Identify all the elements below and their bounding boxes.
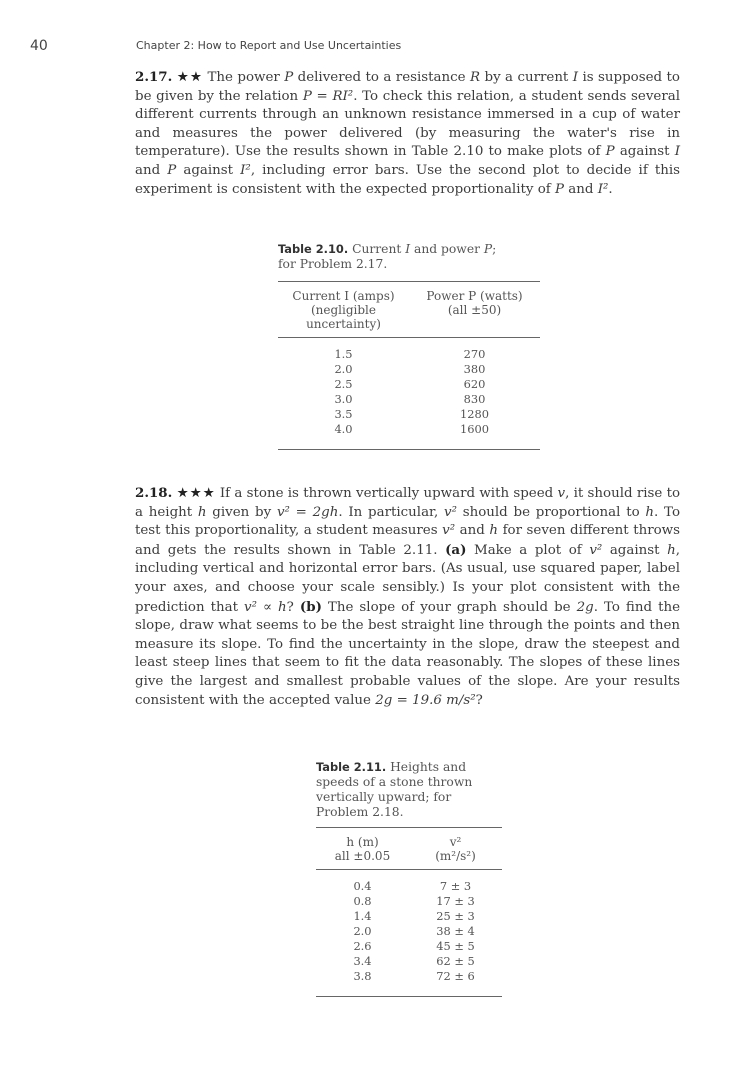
symbol: 2g [576, 599, 594, 615]
table-row [316, 909, 502, 924]
text: , it should rise to a height [135, 486, 681, 520]
table-header-row [278, 282, 540, 337]
table-row [316, 924, 502, 939]
text: . [608, 181, 613, 197]
text: against [614, 144, 675, 160]
cell: 2.5 [334, 377, 353, 391]
table-row [278, 407, 540, 422]
cell: 620 [463, 377, 486, 391]
cell: 0.4 [353, 879, 372, 893]
problem-number: 2.18. [135, 485, 173, 501]
table-row [278, 377, 540, 392]
cell: 38 ± 4 [436, 924, 475, 938]
table-caption [278, 242, 500, 272]
text: The slope of your graph should be [321, 599, 577, 615]
column-header [409, 835, 502, 863]
symbol: h [197, 504, 207, 520]
cell: 1.5 [334, 347, 353, 361]
symbol: P [284, 70, 294, 85]
header-line: (all ±50) [447, 303, 502, 317]
equation: v² ∝ h [244, 599, 287, 615]
symbol: h [645, 504, 655, 520]
header-line: h (m) [346, 835, 379, 849]
table-bottom-rule [278, 449, 540, 450]
table-row [316, 954, 502, 969]
table-row [316, 939, 502, 954]
part-label: (b) [299, 598, 322, 615]
table-row [278, 347, 540, 362]
text: and power [410, 242, 484, 256]
cell: 45 ± 5 [436, 939, 475, 953]
cell: 1600 [460, 422, 489, 436]
header-line: Power P (watts) [426, 289, 523, 303]
symbol: P [483, 242, 493, 256]
symbol: I [674, 144, 680, 160]
symbol: P [554, 181, 564, 197]
page-number: 40 [30, 38, 48, 54]
text: , including error bars. Use the second plot to decide if this experiment is consistent with the expected proportionality of [135, 162, 681, 197]
text: The power [203, 70, 285, 85]
text: If a stone is thrown vertically upward with speed [215, 486, 558, 501]
text: delivered to a resistance [293, 70, 470, 85]
cell: 2.6 [353, 939, 372, 953]
text: for seven different throws and gets the results shown in Table 2.11. [135, 523, 681, 558]
text: and [455, 523, 490, 539]
cell: 62 ± 5 [436, 954, 475, 968]
cell: 3.0 [334, 392, 353, 406]
problem-2-17 [135, 68, 680, 199]
cell: 1280 [460, 407, 489, 421]
cell: 380 [463, 362, 486, 376]
text: is supposed to be given by the relation [135, 70, 680, 104]
cell: 25 ± 3 [436, 909, 475, 923]
text: should be proportional to [456, 504, 646, 520]
table-bottom-rule [316, 996, 502, 997]
text: Make a plot of [466, 542, 590, 558]
text: against [176, 162, 241, 178]
text: . In particular, [338, 504, 444, 520]
cell: 2.0 [334, 362, 353, 376]
table-row [278, 392, 540, 407]
header-line: (m²/s²) [435, 849, 476, 863]
text: . To test this proportionality, a student measures [135, 504, 681, 539]
symbol: v² [444, 504, 457, 520]
symbol: I [572, 70, 579, 85]
problem-number: 2.17. [135, 69, 173, 85]
chapter-title: Chapter 2: How to Report and Use Uncertainties [136, 39, 402, 52]
text: Heights and speeds of a stone thrown vertically upward; for Problem 2.18. [316, 760, 473, 819]
table-header-rule [316, 869, 502, 870]
column-header [316, 835, 409, 863]
text: ? [475, 692, 483, 708]
equation: v² = 2gh [276, 504, 339, 520]
equation: 2g = 19.6 m/s² [375, 692, 476, 708]
cell: 2.0 [353, 924, 372, 938]
table-header-row [316, 828, 502, 869]
cell: 3.5 [334, 407, 353, 421]
symbol: v [557, 486, 566, 501]
page-header [30, 38, 689, 58]
symbol: h [489, 523, 499, 539]
text: and [564, 181, 598, 197]
table-header-rule [278, 337, 540, 338]
equation: P = RI² [302, 88, 354, 104]
text: . To check this relation, a student sends several different currents through an unknown resistance immersed in a cup of water and measures the power delivered (by measuring the water's rise in temperature). Use the results shown in Table 2.10 to make plots of [135, 88, 680, 160]
symbol: v² [442, 523, 456, 539]
difficulty-stars: ★★ [176, 70, 204, 85]
symbol: P [167, 162, 177, 178]
symbol: I² [240, 162, 251, 178]
header-line: all ±0.05 [334, 849, 391, 863]
table-2-11 [316, 760, 502, 997]
text: by a current [480, 70, 573, 85]
part-label: (a) [445, 541, 467, 558]
text: against [602, 542, 668, 558]
text: ; for Problem 2.17. [278, 242, 497, 271]
cell: 830 [463, 392, 486, 406]
symbol: v² [589, 542, 603, 558]
table-caption [316, 760, 476, 820]
header-line: Current I (amps) [292, 289, 395, 303]
header-line: (negligible uncertainty) [306, 303, 381, 331]
cell: 7 ± 3 [439, 879, 472, 893]
column-header [278, 289, 409, 331]
symbol: I [405, 242, 411, 256]
table-2-10 [278, 242, 540, 450]
text: , including vertical and horizontal error bars. (As usual, use squared paper, label your axes, and choose your scale sensibly.) Is your plot consistent with the prediction that [135, 542, 680, 615]
cell: 3.4 [353, 954, 372, 968]
table-row [278, 362, 540, 377]
cell: 72 ± 6 [436, 969, 475, 983]
symbol: P [605, 144, 615, 160]
table-row [316, 879, 502, 894]
text: . To find the slope, draw what seems to be the best straight line through the points and then measure its slope. To find the uncertainty in the slope, draw the steepest and least steep lines that seem to fit the data reasonably. The slopes of these lines give the largest and smallest probable values of the slope. Are your results consistent with the accepted value [135, 599, 681, 708]
column-header [409, 289, 540, 331]
problem-2-18 [135, 484, 680, 710]
cell: 4.0 [334, 422, 353, 436]
text: and [135, 162, 168, 178]
symbol: R [469, 70, 481, 85]
table-row [316, 969, 502, 984]
cell: 17 ± 3 [436, 894, 475, 908]
text: Current [348, 242, 406, 256]
table-label: Table 2.11. [316, 760, 387, 774]
symbol: h [667, 542, 676, 558]
text: ? [286, 599, 300, 615]
table-label: Table 2.10. [278, 242, 349, 256]
header-line: v² [449, 835, 462, 849]
table-row [278, 422, 540, 437]
text: given by [206, 504, 277, 520]
difficulty-stars: ★★★ [176, 486, 216, 501]
cell: 0.8 [353, 894, 372, 908]
cell: 3.8 [353, 969, 372, 983]
cell: 1.4 [353, 909, 372, 923]
cell: 270 [463, 347, 486, 361]
table-row [316, 894, 502, 909]
symbol: I² [597, 181, 609, 197]
